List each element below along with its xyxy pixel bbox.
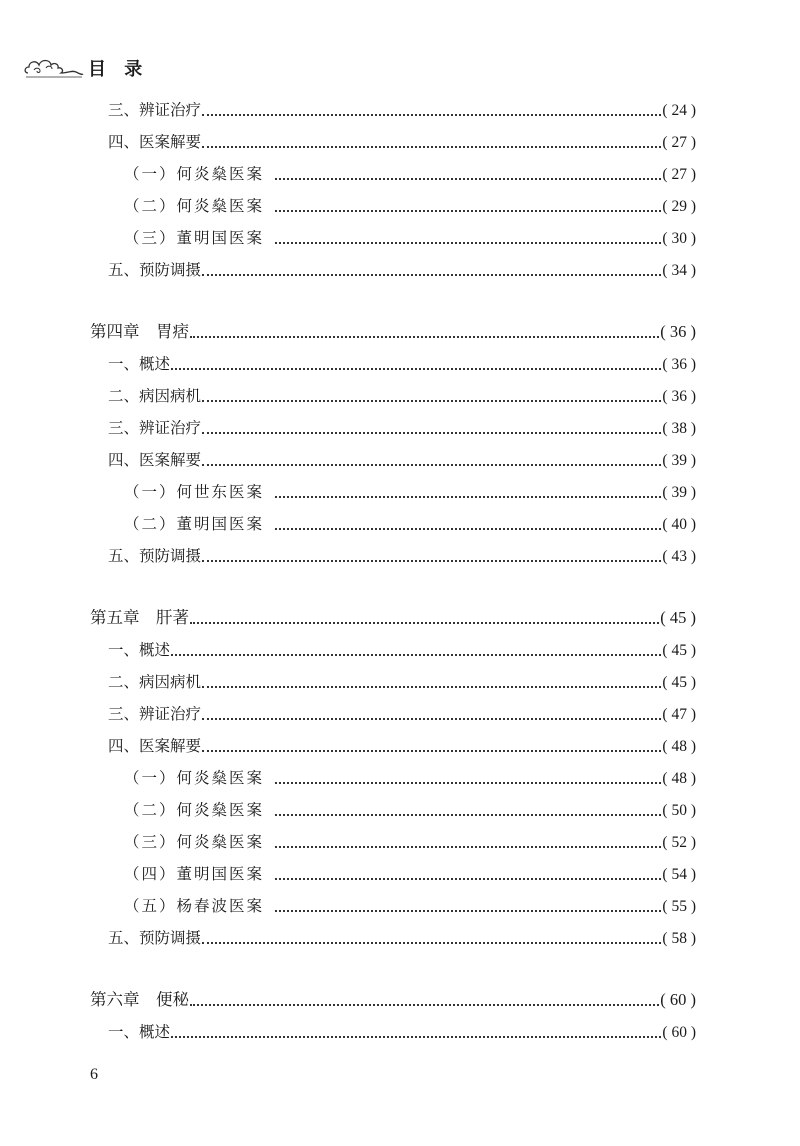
toc-entry-title: 三、辨证治疗 xyxy=(108,419,202,437)
toc-entry[interactable] xyxy=(90,380,696,412)
toc-entry-page: ( 60 ) xyxy=(660,990,696,1009)
toc-entry-page: ( 36 ) xyxy=(662,388,696,405)
toc-chapter-entry[interactable] xyxy=(90,984,696,1016)
toc-entry-page: ( 45 ) xyxy=(662,642,696,659)
table-of-contents xyxy=(90,94,696,1048)
page-number: 6 xyxy=(90,1066,98,1083)
toc-entry[interactable] xyxy=(90,348,696,380)
dot-leader xyxy=(190,336,659,338)
dot-leader xyxy=(202,114,661,116)
toc-entry-page: ( 40 ) xyxy=(662,516,696,533)
toc-entry-page: ( 58 ) xyxy=(662,930,696,947)
toc-entry-title: （三）何炎燊医案 xyxy=(124,833,265,851)
dot-leader xyxy=(202,432,661,434)
toc-entry-page: ( 47 ) xyxy=(662,706,696,723)
dot-leader xyxy=(202,464,661,466)
toc-entry[interactable] xyxy=(90,508,696,540)
dot-leader xyxy=(275,496,661,498)
toc-entry-title: 三、辨证治疗 xyxy=(108,705,202,723)
toc-entry[interactable] xyxy=(90,698,696,730)
toc-entry-title: （二）何炎燊医案 xyxy=(124,801,265,819)
header-title: 目 录 xyxy=(88,59,149,80)
toc-entry-title: 第六章 便秘 xyxy=(90,990,189,1009)
toc-entry-page: ( 24 ) xyxy=(662,102,696,119)
dot-leader xyxy=(275,878,661,880)
toc-entry-title: （一）何炎燊医案 xyxy=(124,165,265,183)
toc-entry-page: ( 27 ) xyxy=(662,134,696,151)
toc-entry-title: 四、医案解要 xyxy=(108,737,202,755)
dot-leader xyxy=(202,274,661,276)
toc-entry-title: （一）何世东医案 xyxy=(124,483,265,501)
toc-entry[interactable] xyxy=(90,254,696,286)
toc-entry-title: （四）董明国医案 xyxy=(124,865,265,883)
dot-leader xyxy=(275,178,661,180)
dot-leader xyxy=(275,910,661,912)
toc-entry-page: ( 34 ) xyxy=(662,262,696,279)
toc-entry-page: ( 29 ) xyxy=(662,198,696,215)
toc-entry-title: 五、预防调摄 xyxy=(108,929,202,947)
toc-entry[interactable] xyxy=(90,794,696,826)
toc-entry-title: 一、概述 xyxy=(108,355,171,373)
dot-leader xyxy=(171,368,661,370)
toc-entry-page: ( 48 ) xyxy=(662,738,696,755)
toc-entry[interactable] xyxy=(90,922,696,954)
dot-leader xyxy=(171,1036,661,1038)
toc-entry-page: ( 39 ) xyxy=(662,484,696,501)
toc-entry-title: 一、概述 xyxy=(108,1023,171,1041)
toc-entry-page: ( 39 ) xyxy=(662,452,696,469)
toc-entry[interactable] xyxy=(90,762,696,794)
toc-entry-page: ( 52 ) xyxy=(662,834,696,851)
toc-entry-page: ( 36 ) xyxy=(660,322,696,341)
toc-chapter-entry[interactable] xyxy=(90,602,696,634)
toc-entry-title: （二）何炎燊医案 xyxy=(124,197,265,215)
toc-entry-page: ( 50 ) xyxy=(662,802,696,819)
toc-entry[interactable] xyxy=(90,1016,696,1048)
dot-leader xyxy=(275,210,661,212)
toc-entry[interactable] xyxy=(90,94,696,126)
toc-entry-title: 四、医案解要 xyxy=(108,133,202,151)
toc-entry-title: （二）董明国医案 xyxy=(124,515,265,533)
toc-entry-title: 一、概述 xyxy=(108,641,171,659)
toc-entry-page: ( 54 ) xyxy=(662,866,696,883)
toc-entry[interactable] xyxy=(90,412,696,444)
toc-entry[interactable] xyxy=(90,890,696,922)
toc-entry[interactable] xyxy=(90,666,696,698)
dot-leader xyxy=(190,622,659,624)
dot-leader xyxy=(202,400,661,402)
toc-entry[interactable] xyxy=(90,444,696,476)
toc-entry-title: （五）杨春波医案 xyxy=(124,897,265,915)
toc-entry-page: ( 36 ) xyxy=(662,356,696,373)
toc-entry-page: ( 27 ) xyxy=(662,166,696,183)
toc-entry-title: 二、病因病机 xyxy=(108,673,202,691)
toc-entry[interactable] xyxy=(90,634,696,666)
cloud-ornament-icon xyxy=(22,53,84,83)
dot-leader xyxy=(202,750,661,752)
dot-leader xyxy=(190,1004,659,1006)
toc-entry-title: 第四章 胃痞 xyxy=(90,322,189,341)
toc-entry-title: （三）董明国医案 xyxy=(124,229,265,247)
toc-entry-page: ( 45 ) xyxy=(662,674,696,691)
toc-entry[interactable] xyxy=(90,858,696,890)
running-header xyxy=(22,48,148,88)
dot-leader xyxy=(202,686,661,688)
dot-leader xyxy=(275,846,661,848)
toc-entry-page: ( 55 ) xyxy=(662,898,696,915)
dot-leader xyxy=(202,146,661,148)
toc-entry-title: 四、医案解要 xyxy=(108,451,202,469)
dot-leader xyxy=(171,654,661,656)
dot-leader xyxy=(275,528,661,530)
toc-entry[interactable] xyxy=(90,476,696,508)
toc-entry[interactable] xyxy=(90,826,696,858)
dot-leader xyxy=(202,718,661,720)
toc-entry[interactable] xyxy=(90,158,696,190)
toc-entry-title: 二、病因病机 xyxy=(108,387,202,405)
dot-leader xyxy=(275,242,661,244)
toc-entry-page: ( 38 ) xyxy=(662,420,696,437)
dot-leader xyxy=(202,560,661,562)
toc-entry[interactable] xyxy=(90,126,696,158)
toc-entry[interactable] xyxy=(90,730,696,762)
toc-entry-page: ( 45 ) xyxy=(660,608,696,627)
toc-entry-title: 三、辨证治疗 xyxy=(108,101,202,119)
toc-entry-title: 五、预防调摄 xyxy=(108,261,202,279)
toc-entry-title: （一）何炎燊医案 xyxy=(124,769,265,787)
toc-entry-page: ( 30 ) xyxy=(662,230,696,247)
toc-chapter-entry[interactable] xyxy=(90,316,696,348)
toc-entry-page: ( 60 ) xyxy=(662,1024,696,1041)
toc-entry[interactable] xyxy=(90,540,696,572)
dot-leader xyxy=(275,782,661,784)
dot-leader xyxy=(275,814,661,816)
toc-entry-page: ( 48 ) xyxy=(662,770,696,787)
toc-entry[interactable] xyxy=(90,190,696,222)
toc-entry-page: ( 43 ) xyxy=(662,548,696,565)
toc-entry-title: 第五章 肝著 xyxy=(90,608,189,627)
toc-entry[interactable] xyxy=(90,222,696,254)
dot-leader xyxy=(202,942,661,944)
toc-entry-title: 五、预防调摄 xyxy=(108,547,202,565)
